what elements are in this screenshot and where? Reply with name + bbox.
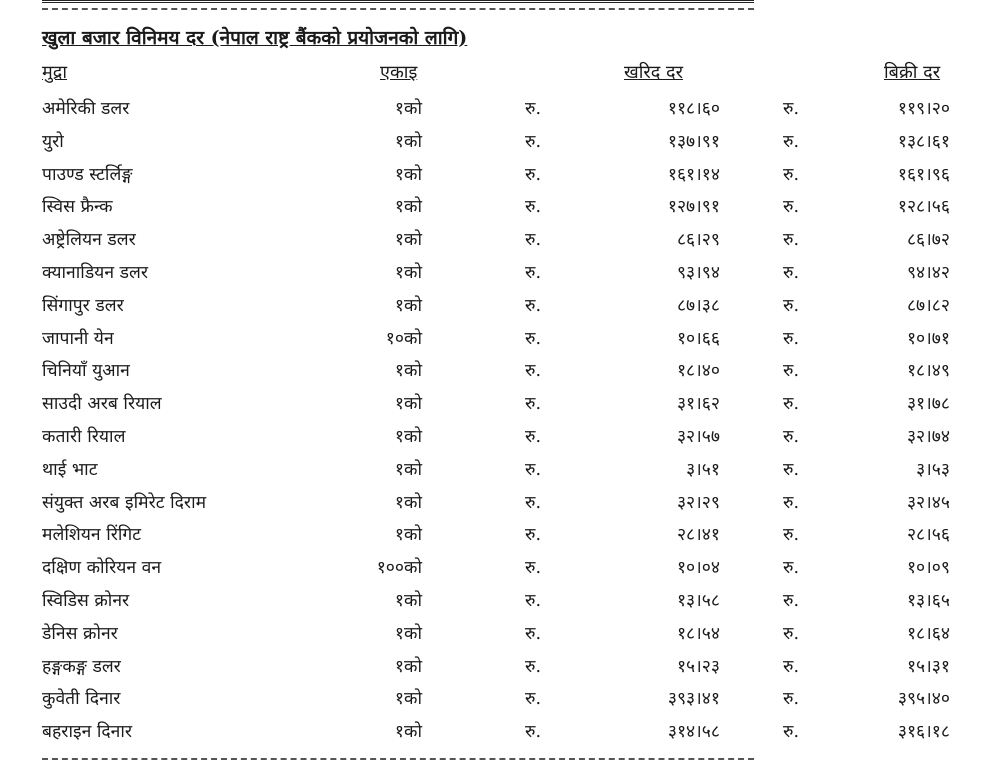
sell-rate: १८।६४ [906,623,950,644]
unit-value: १ [394,656,404,677]
rs-label: रु. [525,459,542,480]
currency-name: स्विस फ्रैन्क [42,197,113,218]
rs-label: रु. [783,99,800,119]
buy-rate: १३७।९१ [667,131,720,152]
sell-rate: ३२।४५ [906,492,950,513]
currency-name: पाउण्ड स्टर्लिङ्ग [42,164,133,185]
table-row [0,158,1000,191]
buy-rate: ८६।२९ [676,230,720,251]
unit-value: १ [394,590,404,611]
unit-suffix: को [404,295,422,316]
unit-suffix: को [404,131,422,152]
unit-value: १ [394,262,404,283]
sell-rate: १८।४९ [906,361,950,382]
unit-suffix: को [404,689,422,710]
currency-name: बहराइन दिनार [42,722,133,743]
rs-label: रु. [783,590,800,611]
table-row [0,420,1000,453]
sell-rate: ३१६।१८ [897,722,950,743]
buy-rate: ९३।९४ [676,262,720,283]
table-row [0,92,1000,125]
buy-rate: ३१४।५८ [667,722,720,743]
rs-label: रु. [525,262,542,283]
sell-rate: ९४।४२ [906,262,950,283]
table-row [0,190,1000,223]
unit-suffix: को [404,361,422,382]
buy-rate: १६१।१४ [667,164,720,185]
rates-table [0,92,1000,748]
table-row [0,650,1000,683]
sell-rate: २८।५६ [906,525,950,546]
sell-rate: १३८।६१ [897,131,950,152]
unit-suffix: को [404,459,422,480]
rs-label: रु. [525,623,542,644]
table-row [0,289,1000,322]
unit-value: १ [394,361,404,382]
header-sell-rate: बिक्री दर [884,62,941,83]
unit-suffix: को [404,492,422,513]
unit-value: १ [394,689,404,710]
unit-suffix: को [404,722,422,743]
sell-rate: ३९५।४० [897,689,950,710]
rs-label: रु. [525,164,542,185]
rs-label: रु. [525,590,542,611]
currency-name: कतारी रियाल [42,426,126,447]
buy-rate: ३।५१ [686,459,720,480]
unit-value: १ [394,164,404,185]
currency-name: क्यानाडियन डलर [42,262,148,283]
buy-rate: १५।२३ [676,656,720,677]
buy-rate: १८।४० [676,361,720,382]
currency-name: अष्ट्रेलियन डलर [42,230,136,251]
table-row [0,387,1000,420]
table-row [0,617,1000,650]
currency-name: डेनिस क्रोनर [42,623,118,644]
sell-rate: ८७।८२ [906,295,950,316]
unit-suffix: को [404,328,422,349]
rs-label: रु. [525,328,542,349]
rs-label: रु. [783,426,800,447]
header-buy-rate: खरिद दर [624,62,683,83]
buy-rate: १८।५४ [676,623,720,644]
rs-label: रु. [525,99,542,119]
buy-rate: ३१।६२ [676,394,720,415]
unit-suffix: को [404,197,422,218]
rs-label: रु. [525,230,542,251]
rs-label: रु. [525,525,542,546]
rs-label: रु. [783,623,800,644]
unit-suffix: को [404,394,422,415]
table-row [0,223,1000,256]
table-row [0,322,1000,355]
currency-name: हङ्गकङ्ग डलर [42,656,121,677]
currency-name: सिंगापुर डलर [42,295,124,316]
rs-label: रु. [525,295,542,316]
table-row [0,551,1000,584]
rs-label: रु. [783,131,800,152]
rs-label: रु. [525,722,542,743]
table-row [0,453,1000,486]
rs-label: रु. [783,361,800,382]
unit-value: १ [394,131,404,152]
table-row [0,682,1000,715]
rs-label: रु. [783,295,800,316]
sell-rate: ३।५३ [916,459,950,480]
unit-value: १ [394,99,404,119]
unit-suffix: को [404,164,422,185]
currency-name: थाई भाट [42,459,98,480]
currency-name: चिनियाँ युआन [42,361,130,382]
sell-rate: १२८।५६ [897,197,950,218]
rs-label: रु. [525,361,542,382]
rs-label: रु. [783,328,800,349]
currency-name: संयुक्त अरब इमिरेट दिराम [42,492,207,513]
unit-value: १ [394,623,404,644]
buy-rate: १२७।९१ [667,197,720,218]
table-header [0,60,1000,86]
header-unit: एकाइ [380,62,418,83]
buy-rate: १०।६६ [676,328,720,349]
table-row [0,125,1000,158]
unit-value: १ [394,230,404,251]
rs-label: रु. [783,394,800,415]
unit-value: १ [394,295,404,316]
table-row [0,584,1000,617]
buy-rate: ३९३।४१ [667,689,720,710]
currency-name: जापानी येन [42,328,114,349]
page-title: खुला बजार विनिमय दर (नेपाल राष्ट्र बैंकको प्रयोजनको लागि) [42,27,468,49]
table-row [0,256,1000,289]
unit-value: १ [394,197,404,218]
unit-value: १०० [376,558,404,579]
sell-rate: ३२।७४ [906,426,950,447]
sell-rate: १०।०९ [906,558,950,579]
table-row [0,354,1000,387]
unit-suffix: को [404,656,422,677]
rs-label: रु. [525,197,542,218]
unit-suffix: को [404,99,422,119]
rs-label: रु. [783,459,800,480]
buy-rate: ११८।६० [667,99,720,119]
unit-suffix: को [404,230,422,251]
table-row [0,518,1000,551]
rs-label: रु. [783,722,800,743]
unit-value: १ [394,492,404,513]
currency-name: स्विडिस क्रोनर [42,590,130,611]
header-currency: मुद्रा [42,62,67,83]
buy-rate: १०।०४ [676,558,720,579]
sell-rate: ११९।२० [897,99,950,119]
rs-label: रु. [525,426,542,447]
unit-value: १ [394,525,404,546]
currency-name: दक्षिण कोरियन वन [42,558,162,579]
rs-label: रु. [525,131,542,152]
buy-rate: ८७।३८ [676,295,720,316]
unit-value: १ [394,426,404,447]
top-double-rule [42,0,754,10]
rs-label: रु. [783,525,800,546]
sell-rate: ८६।७२ [906,230,950,251]
sell-rate: १६१।९६ [897,164,950,185]
unit-value: १ [394,459,404,480]
rs-label: रु. [783,230,800,251]
sell-rate: १५।३१ [906,656,950,677]
currency-name: कुवेती दिनार [42,689,121,710]
rs-label: रु. [525,656,542,677]
unit-value: १ [394,722,404,743]
table-row [0,715,1000,748]
currency-name: युरो [42,131,64,152]
unit-suffix: को [404,426,422,447]
unit-value: १० [385,328,404,349]
rs-label: रु. [783,164,800,185]
rs-label: रु. [783,558,800,579]
rs-label: रु. [525,492,542,513]
unit-suffix: को [404,590,422,611]
rs-label: रु. [525,558,542,579]
rs-label: रु. [525,394,542,415]
rs-label: रु. [783,689,800,710]
unit-suffix: को [404,623,422,644]
table-row [0,486,1000,519]
sell-rate: ३१।७८ [906,394,950,415]
rs-label: रु. [525,689,542,710]
sell-rate: १०।७१ [906,328,950,349]
sell-rate: १३।६५ [906,590,950,611]
currency-name: साउदी अरब रियाल [42,394,162,415]
buy-rate: ३२।२९ [676,492,720,513]
bottom-dashed-rule [42,758,754,760]
buy-rate: ३२।५७ [676,426,720,447]
unit-suffix: को [404,262,422,283]
rs-label: रु. [783,262,800,283]
unit-suffix: को [404,558,422,579]
rs-label: रु. [783,492,800,513]
currency-name: मलेशियन रिंगिट [42,525,142,546]
buy-rate: १३।५८ [676,590,720,611]
rs-label: रु. [783,197,800,218]
currency-name: अमेरिकी डलर [42,99,130,119]
unit-value: १ [394,394,404,415]
unit-suffix: को [404,525,422,546]
rs-label: रु. [783,656,800,677]
buy-rate: २८।४१ [676,525,720,546]
